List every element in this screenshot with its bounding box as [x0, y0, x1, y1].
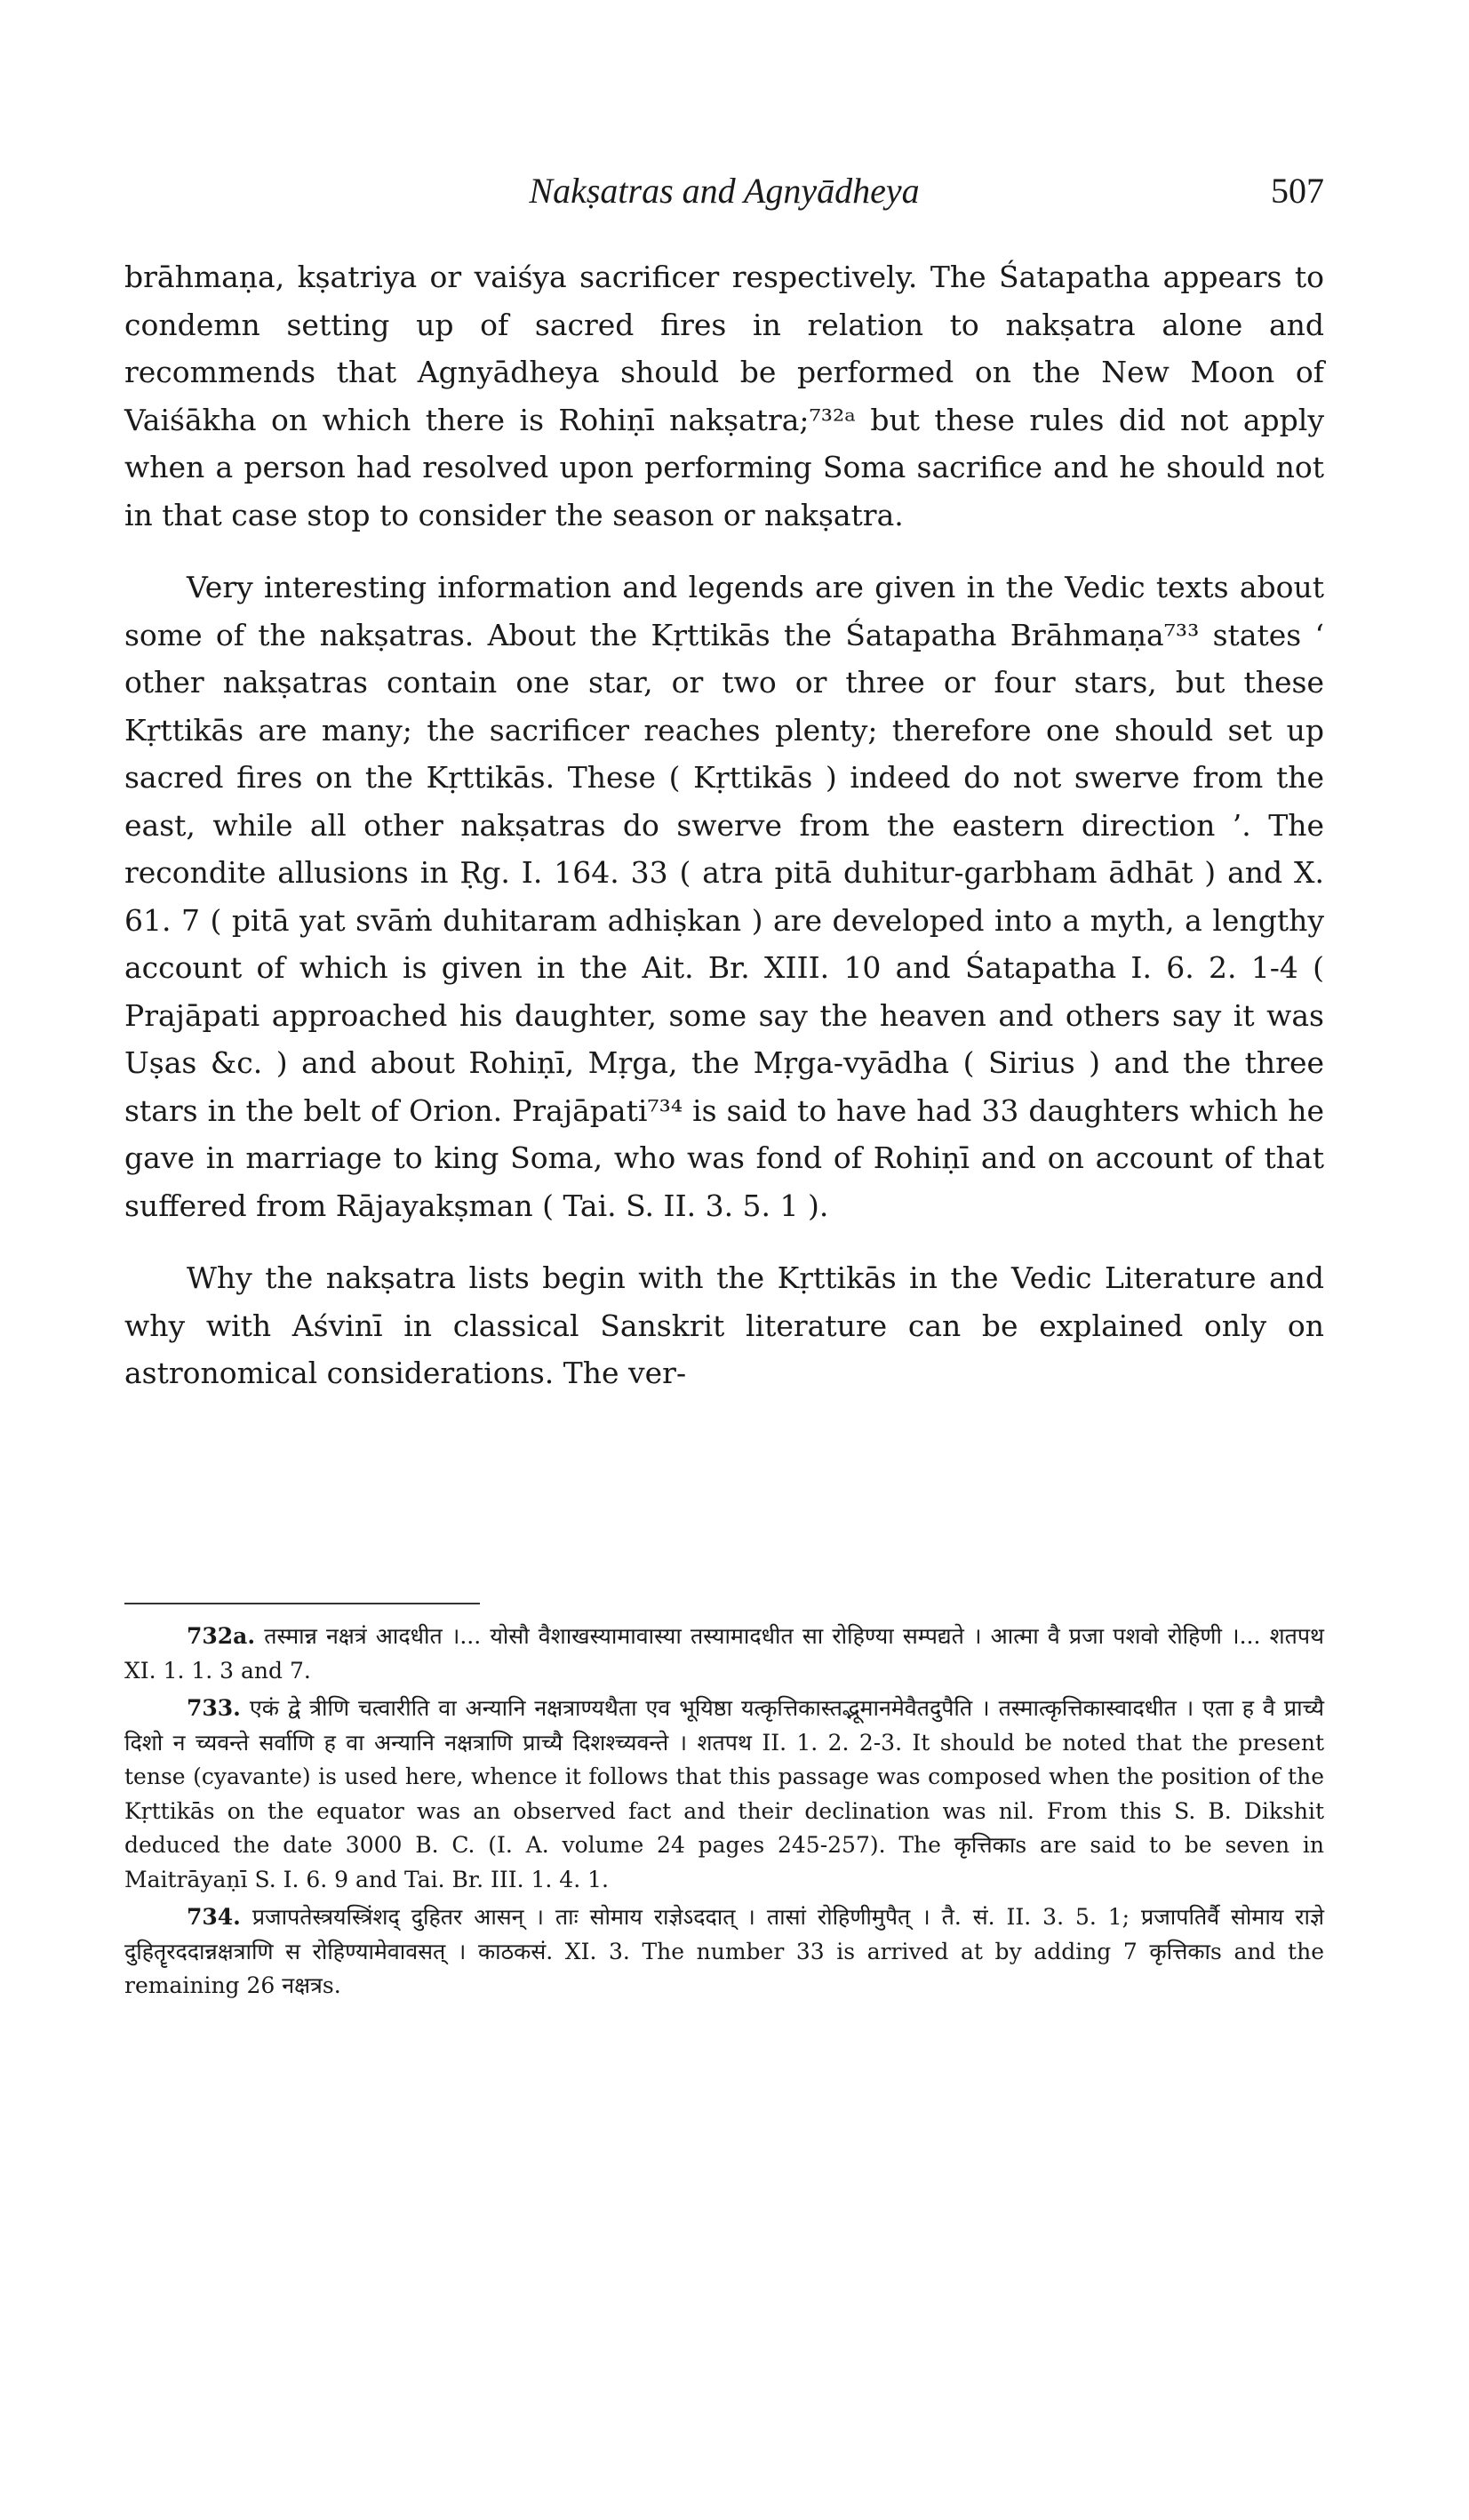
footnotes: [124, 1620, 1324, 2007]
footnote-734: [124, 1900, 1324, 2004]
footnote-divider: [124, 1603, 480, 1604]
footnote-text: एकं द्वे त्रीणि चत्वारीति वा अन्यानि नक्षत्राण्यथैता एव भूयिष्ठा यत्कृत्तिकास्तद्भूमानमेवैतदुपैति । तस्मात्कृत्तिकास्वादधीत । एता ह वै प्राच्यै दिशो न च्यवन्ते सर्वाणि ह वा अन्यानि नक्षत्राणि प्राच्यै दिशश्च्यवन्ते । शतपथ II. 1. 2. 2-3. It should be noted that the present tense (cyavante) is used here, whence it follows that this passage was composed when the position of the Kṛttikās on the equator was an observed fact and their declination was nil. From this S. B. Dikshit deduced the date 3000 B. C. (I. A. volume 24 pages 245-257). The कृत्तिकाs are said to be seven in Maitrāyaṇī S. I. 6. 9 and Tai. Br. III. 1. 4. 1.: [124, 1695, 1324, 1892]
footnote-text: प्रजापतेस्त्रयस्त्रिंशद् दुहितर आसन् । ताः सोमाय राज्ञेऽददात् । तासां रोहिणीमुपैत् । तै. सं. II. 3. 5. 1; प्रजापतिर्वै सोमाय राज्ञे दुहितॄरददान्नक्षत्राणि स रोहिण्यामेवावसत् । काठकसं. XI. 3. The number 33 is arrived at by adding 7 कृत्तिकाs and the remaining 26 नक्षत्रs.: [124, 1904, 1324, 1998]
page-number: 507: [1271, 171, 1324, 211]
footnote-number: 733.: [187, 1695, 241, 1721]
footnote-number: 732a.: [187, 1623, 256, 1649]
paragraph-2: Very interesting information and legends are given in the Vedic texts about some of the nakṣatras. About the Kṛttikās the Śatapatha Brāhmaṇa⁷³³ states ‘ other nakṣatras contain one star, or two or three or four stars, but these Kṛttikās are many; the sacrificer reaches plenty; therefore one should set up sacred fires on the Kṛttikās. These ( Kṛttikās ) indeed do not swerve from the east, while all other nakṣatras do swerve from the eastern direction ’. The recondite allusions in Ṛg. I. 164. 33 ( atra pitā duhitur-garbham ādhāt ) and X. 61. 7 ( pitā yat svāṁ duhitaram adhiṣkan ) are developed into a myth, a lengthy account of which is given in the Ait. Br. XIII. 10 and Śatapatha I. 6. 2. 1-4 ( Prajāpati approached his daughter, some say the heaven and others say it was Uṣas &c. ) and about Rohiṇī, Mṛga, the Mṛga-vyādha ( Sirius ) and the three stars in the belt of Orion. Prajāpati⁷³⁴ is said to have had 33 daughters which he gave in marriage to king Soma, who was fond of Rohiṇī and on account of that suffered from Rājayakṣman ( Tai. S. II. 3. 5. 1 ).: [124, 570, 1324, 1223]
running-title: Nakṣatras and Agnyādheya: [529, 171, 920, 211]
page-header: [124, 164, 1324, 218]
footnote-732a: [124, 1620, 1324, 1688]
paragraph-3: Why the nakṣatra lists begin with the Kṛttikās in the Vedic Literature and why with Aśvinī in classical Sanskrit literature can be explained only on astronomical considerations. The ver-: [124, 1260, 1324, 1390]
footnote-number: 734.: [187, 1904, 241, 1930]
main-text: [124, 253, 1324, 1397]
paragraph-1: brāhmaṇa, kṣatriya or vaiśya sacrificer respectively. The Śatapatha appears to condemn setting up of sacred fires in relation to nakṣatra alone and recommends that Agnyādheya should be performed on the New Moon of Vaiśākha on which there is Rohiṇī nakṣatra;⁷³²ᵃ but these rules did not apply when a person had resolved upon performing Soma sacrifice and he should not in that case stop to consider the season or nakṣatra.: [124, 260, 1324, 532]
footnote-text: तस्मान्न नक्षत्रं आदधीत ।... योसौ वैशाखस्यामावास्या तस्यामादधीत सा रोहिण्या सम्पद्यते । आत्मा वै प्रजा पशवो रोहिणी ।... शतपथ XI. 1. 1. 3 and 7.: [124, 1623, 1325, 1684]
footnote-733: [124, 1692, 1324, 1897]
